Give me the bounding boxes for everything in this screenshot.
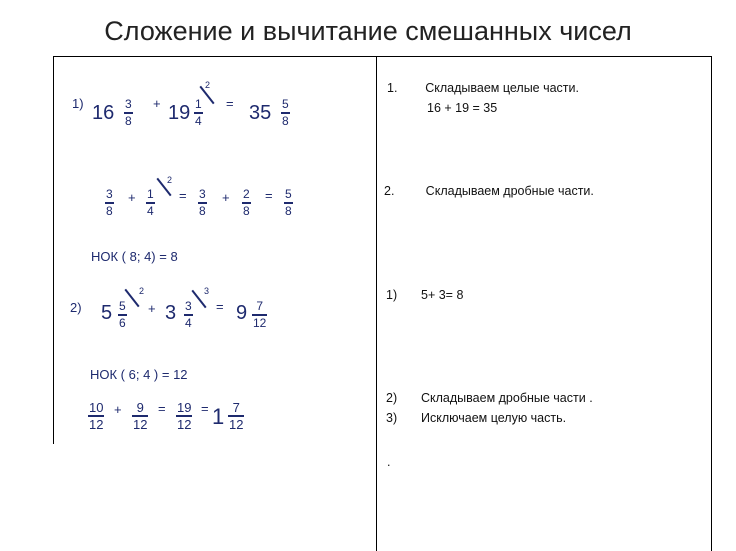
table-column-divider — [376, 56, 377, 551]
equals-sign: = — [179, 188, 187, 203]
plus-sign: + — [128, 190, 136, 205]
ex1-b-multiplier: 2 — [205, 80, 211, 90]
multiplier-slash — [124, 289, 139, 308]
plus-sign: + — [114, 402, 122, 417]
table-top-border — [53, 56, 712, 57]
equals-sign: = — [158, 401, 166, 416]
denominator: 12 — [177, 417, 192, 432]
step-1-calc: 16 + 19 = 35 — [427, 101, 498, 115]
ex2-b-fraction — [184, 300, 193, 330]
denominator: 12 — [89, 417, 104, 432]
numerator: 19 — [177, 400, 192, 415]
denominator: 4 — [147, 204, 154, 218]
denominator: 4 — [195, 114, 202, 128]
table-right-border — [711, 56, 712, 551]
numerator: 5 — [119, 299, 126, 313]
numerator: 3 — [125, 97, 132, 111]
ex1-frac-2 — [146, 188, 155, 218]
denominator: 8 — [243, 204, 250, 218]
step-5-number: 3) — [386, 411, 398, 425]
step-3-text: 5+ 3= 8 — [421, 288, 464, 302]
numerator: 5 — [282, 97, 289, 111]
ex1-a-fraction — [124, 98, 133, 128]
example-1-label: 1) — [72, 96, 84, 111]
ex2-frac-4 — [228, 401, 244, 431]
ex2-f4-whole: 1 — [212, 404, 225, 429]
ex1-a-whole: 16 — [92, 102, 115, 124]
denominator: 12 — [253, 316, 267, 330]
numerator: 7 — [256, 299, 264, 313]
table-left-border — [53, 56, 54, 444]
ex1-lcm: НОК ( 8; 4) = 8 — [91, 249, 178, 264]
equals-sign: = — [201, 401, 209, 416]
step-5-text: Исключаем целую часть. — [421, 411, 567, 425]
plus-sign: + — [148, 301, 156, 316]
denominator: 8 — [282, 114, 289, 128]
page-title: Сложение и вычитание смешанных чисел — [104, 16, 632, 46]
denominator: 6 — [119, 316, 126, 330]
numerator: 3 — [199, 187, 206, 201]
ex1-frac-4 — [242, 188, 251, 218]
step-4-number: 2) — [386, 391, 398, 405]
denominator: 12 — [229, 417, 244, 432]
equals-sign: = — [216, 299, 224, 314]
step-1: 1. Складываем целые части. — [387, 81, 579, 95]
numerator: 7 — [232, 400, 240, 415]
step-4-text: Складываем дробные части . — [421, 391, 593, 405]
trailing-dot: . — [387, 455, 391, 469]
plus-sign: + — [153, 96, 161, 111]
denominator: 12 — [133, 417, 148, 432]
step-2: 2. Складываем дробные части. — [384, 184, 594, 198]
numerator: 3 — [185, 299, 192, 313]
numerator: 10 — [89, 400, 104, 415]
ex1-result-whole: 35 — [249, 102, 272, 124]
ex1-result-fraction — [281, 98, 290, 128]
denominator: 8 — [285, 204, 292, 218]
ex1-frac-5 — [284, 188, 293, 218]
numerator: 1 — [147, 187, 154, 201]
example-2-label: 2) — [70, 300, 82, 315]
ex2-b-multiplier: 3 — [204, 286, 210, 296]
ex2-lcm: НОК ( 6; 4 ) = 12 — [90, 367, 188, 382]
ex2-frac-2 — [132, 401, 148, 431]
denominator: 8 — [199, 204, 206, 218]
plus-sign: + — [222, 190, 230, 205]
denominator: 4 — [185, 316, 192, 330]
ex2-a-fraction — [118, 300, 127, 330]
ex1-frac-3 — [198, 188, 207, 218]
numerator: 3 — [106, 187, 113, 201]
numerator: 1 — [195, 97, 202, 111]
ex2-b-whole: 3 — [165, 302, 177, 324]
ex2-a-whole: 5 — [101, 302, 113, 324]
numerator: 9 — [136, 400, 144, 415]
equals-sign: = — [265, 188, 273, 203]
ex1-f2-multiplier: 2 — [167, 175, 173, 185]
ex2-a-multiplier: 2 — [139, 286, 145, 296]
ex2-frac-1 — [88, 401, 104, 431]
denominator: 8 — [106, 204, 113, 218]
ex1-frac-1 — [105, 188, 114, 218]
numerator: 2 — [243, 187, 250, 201]
ex2-result-fraction — [252, 300, 267, 330]
ex1-b-fraction — [194, 98, 203, 128]
ex2-result-whole: 9 — [236, 302, 248, 324]
equals-sign: = — [226, 96, 234, 111]
denominator: 8 — [125, 114, 132, 128]
ex2-frac-3 — [176, 401, 192, 431]
numerator: 5 — [285, 187, 292, 201]
step-3-number: 1) — [386, 288, 398, 302]
ex1-b-whole: 19 — [168, 102, 191, 124]
